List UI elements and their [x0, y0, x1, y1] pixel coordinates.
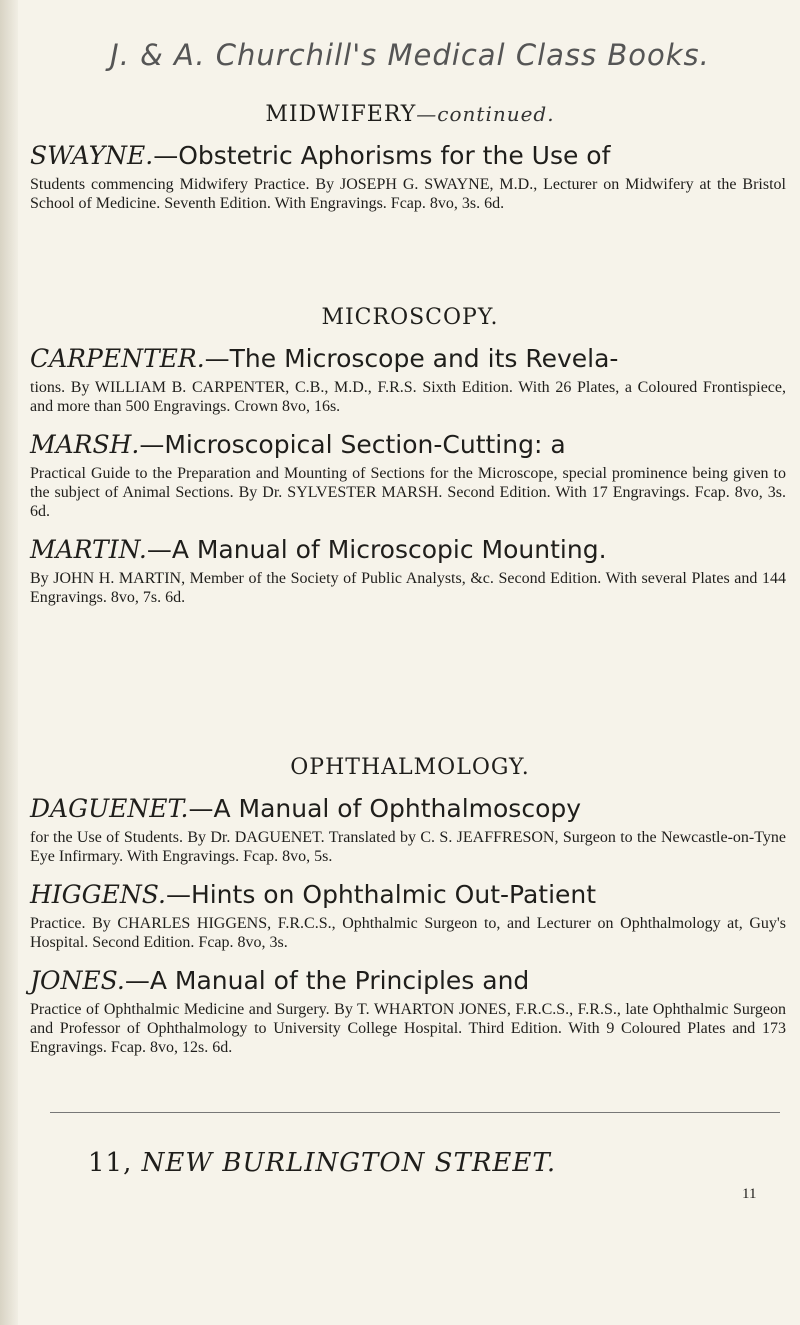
- catalogue-page: [30, 0, 790, 1325]
- entry-title-text: —A Manual of Microscopic Mounting.: [146, 535, 607, 564]
- page-binding-edge: [0, 0, 18, 1325]
- publisher-address: [88, 1148, 556, 1178]
- running-head: J. & A. Churchill's Medical Class Books.: [110, 38, 710, 72]
- entry-description: Students commencing Midwifery Practice. By JOSEPH G. SWAYNE, M.D., Lecturer on Midwifery at the Bristol School of Medicine. Seventh Edition. With Engravings. Fcap. 8vo, 3s. 6d.: [30, 176, 786, 212]
- entry-author: HIGGENS.: [30, 880, 166, 909]
- entry-title-text: —Obstetric Aphorisms for the Use of: [153, 141, 611, 170]
- entry-title-text: —Hints on Ophthalmic Out-Patient: [165, 880, 597, 909]
- entry-title: [30, 794, 790, 824]
- section-ophthalmology: [30, 755, 790, 1057]
- book-entry: [30, 141, 790, 213]
- entry-title: [30, 430, 790, 460]
- book-entry: [30, 535, 790, 607]
- entry-author: DAGUENET.: [30, 794, 189, 823]
- entry-title-text: —The Microscope and its Revela-: [204, 344, 619, 373]
- entry-title-text: —A Manual of Ophthalmoscopy: [188, 794, 582, 823]
- book-entry: [30, 794, 790, 866]
- book-entry: [30, 880, 790, 952]
- footer-rule: [50, 1112, 780, 1113]
- section-heading: [30, 305, 790, 330]
- entry-author: MARTIN.: [30, 535, 147, 564]
- entry-title-text: —Microscopical Section-Cutting: a: [139, 430, 566, 459]
- section-midwifery: [30, 102, 790, 213]
- entry-author: MARSH.: [30, 430, 140, 459]
- book-entry: [30, 344, 790, 416]
- entry-author: JONES.: [30, 966, 125, 995]
- entry-description: Practice. By CHARLES HIGGENS, F.R.C.S., Ophthalmic Surgeon to, and Lecturer on Ophthalmology at, Guy's Hospital. Second Edition. Fcap. 8vo, 3s.: [30, 915, 786, 951]
- section-heading: [30, 755, 790, 780]
- entry-title: [30, 966, 790, 996]
- entry-author: SWAYNE.: [30, 141, 154, 170]
- entry-title: [30, 880, 790, 910]
- entry-description: for the Use of Students. By Dr. DAGUENET. Translated by C. S. JEAFFRESON, Surgeon to the Newcastle-on-Tyne Eye Infirmary. With Engravings. Fcap. 8vo, 5s.: [30, 829, 786, 865]
- section-microscopy: [30, 305, 790, 607]
- book-entry: [30, 966, 790, 1057]
- entry-description: Practice of Ophthalmic Medicine and Surgery. By T. WHARTON JONES, F.R.C.S., F.R.S., late Ophthalmic Surgeon and Professor of Ophthalmology to University College Hospital. Third Edition. With 9 Coloured Plates and 173 Engravings. Fcap. 8vo, 12s. 6d.: [30, 1001, 786, 1056]
- entry-title-text: —A Manual of the Principles and: [124, 966, 530, 995]
- entry-title: [30, 141, 790, 171]
- address-street: NEW BURLINGTON STREET.: [141, 1148, 557, 1178]
- book-entry: [30, 430, 790, 521]
- entry-author: CARPENTER.: [30, 344, 205, 373]
- section-heading: [30, 102, 790, 127]
- address-number: 11,: [88, 1148, 133, 1178]
- section-heading-continued: —continued.: [416, 102, 555, 126]
- section-heading-text: MICROSCOPY.: [321, 305, 499, 330]
- entry-title: [30, 535, 790, 565]
- section-heading-text: OPHTHALMOLOGY.: [290, 755, 530, 780]
- entry-title: [30, 344, 790, 374]
- entry-description: Practical Guide to the Preparation and Mounting of Sections for the Microscope, special prominence being given to the subject of Animal Sections. By Dr. SYLVESTER MARSH. Second Edition. With 17 Engravings. Fcap. 8vo, 3s. 6d.: [30, 465, 786, 520]
- entry-description: tions. By WILLIAM B. CARPENTER, C.B., M.D., F.R.S. Sixth Edition. With 26 Plates, a Coloured Frontispiece, and more than 500 Engravings. Crown 8vo, 16s.: [30, 379, 786, 415]
- section-heading-text: MIDWIFERY: [265, 102, 417, 127]
- entry-description: By JOHN H. MARTIN, Member of the Society of Public Analysts, &c. Second Edition. With several Plates and 144 Engravings. 8vo, 7s. 6d.: [30, 570, 786, 606]
- page-number: 11: [742, 1186, 757, 1202]
